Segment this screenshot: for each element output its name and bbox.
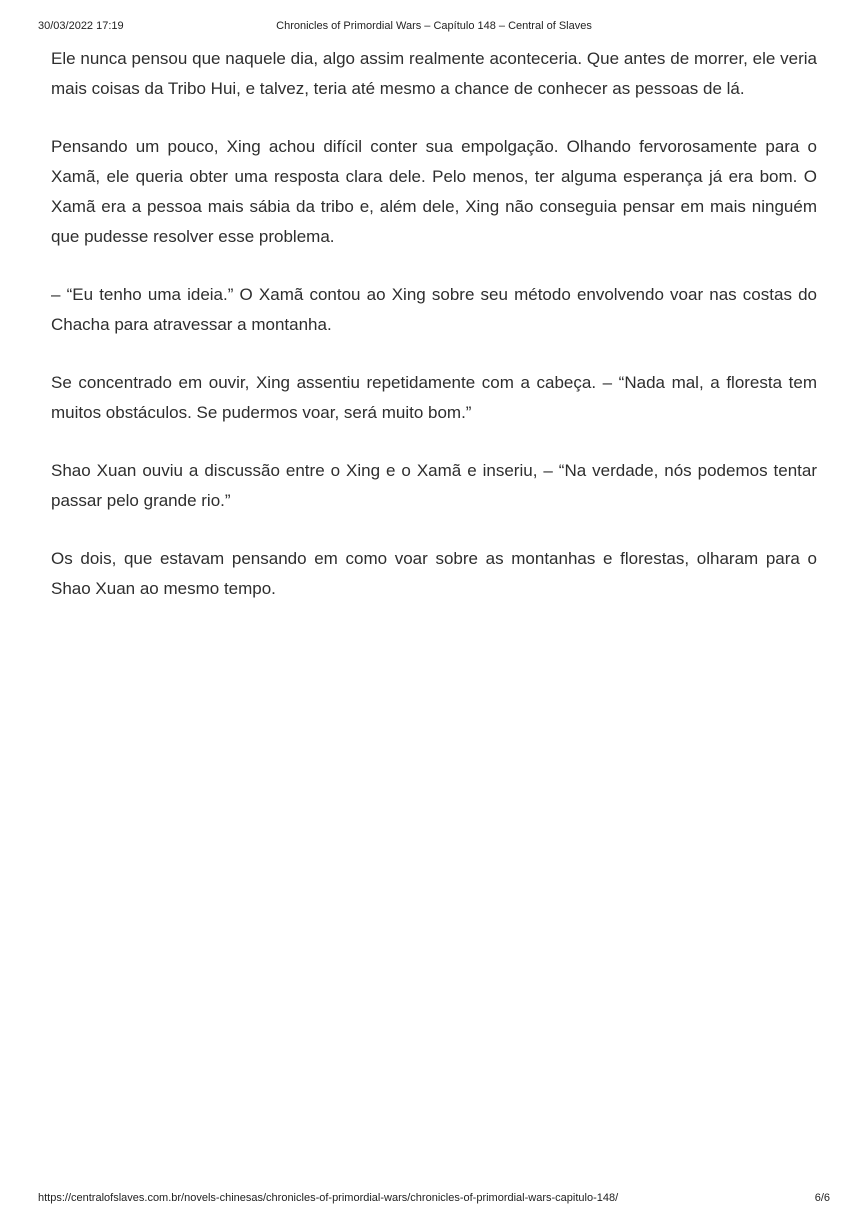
paragraph: Ele nunca pensou que naquele dia, algo assim realmente aconteceria. Que antes de morrer, ele veria mais coisas da Tribo Hui, e talvez, teria até mesmo a chance de conhecer as pessoas de lá.	[51, 49, 817, 98]
print-datetime: 30/03/2022 17:19	[38, 20, 124, 32]
paragraph: Pensando um pouco, Xing achou difícil conter sua empolgação. Olhando fervorosamente para o Xamã, ele queria obter uma resposta clara dele. Pelo menos, ter alguma esperança já era bom. O Xamã era a pessoa mais sábia da tribo e, além dele, Xing não conseguia pensar em mais ninguém que pudesse resolver esse problema.	[51, 137, 817, 246]
paragraph: – “Eu tenho uma ideia.” O Xamã contou ao Xing sobre seu método envolvendo voar nas costas do Chacha para atravessar a montanha.	[51, 285, 817, 334]
paragraph: Se concentrado em ouvir, Xing assentiu repetidamente com a cabeça. – “Nada mal, a floresta tem muitos obstáculos. Se pudermos voar, será muito bom.”	[51, 373, 817, 422]
page-title: Chronicles of Primordial Wars – Capítulo 148 – Central of Slaves	[276, 20, 592, 32]
page-url: https://centralofslaves.com.br/novels-chinesas/chronicles-of-primordial-wars/chronicles-of-primordial-wars-capitulo-148/	[38, 1192, 619, 1204]
paragraph: Os dois, que estavam pensando em como voar sobre as montanhas e florestas, olharam para o Shao Xuan ao mesmo tempo.	[51, 549, 817, 598]
print-header	[38, 20, 830, 36]
page-number: 6/6	[814, 1192, 830, 1204]
print-footer	[38, 1192, 830, 1208]
paragraph: Shao Xuan ouviu a discussão entre o Xing e o Xamã e inseriu, – “Na verdade, nós podemos tentar passar pelo grande rio.”	[51, 461, 817, 510]
chapter-text	[51, 44, 817, 632]
